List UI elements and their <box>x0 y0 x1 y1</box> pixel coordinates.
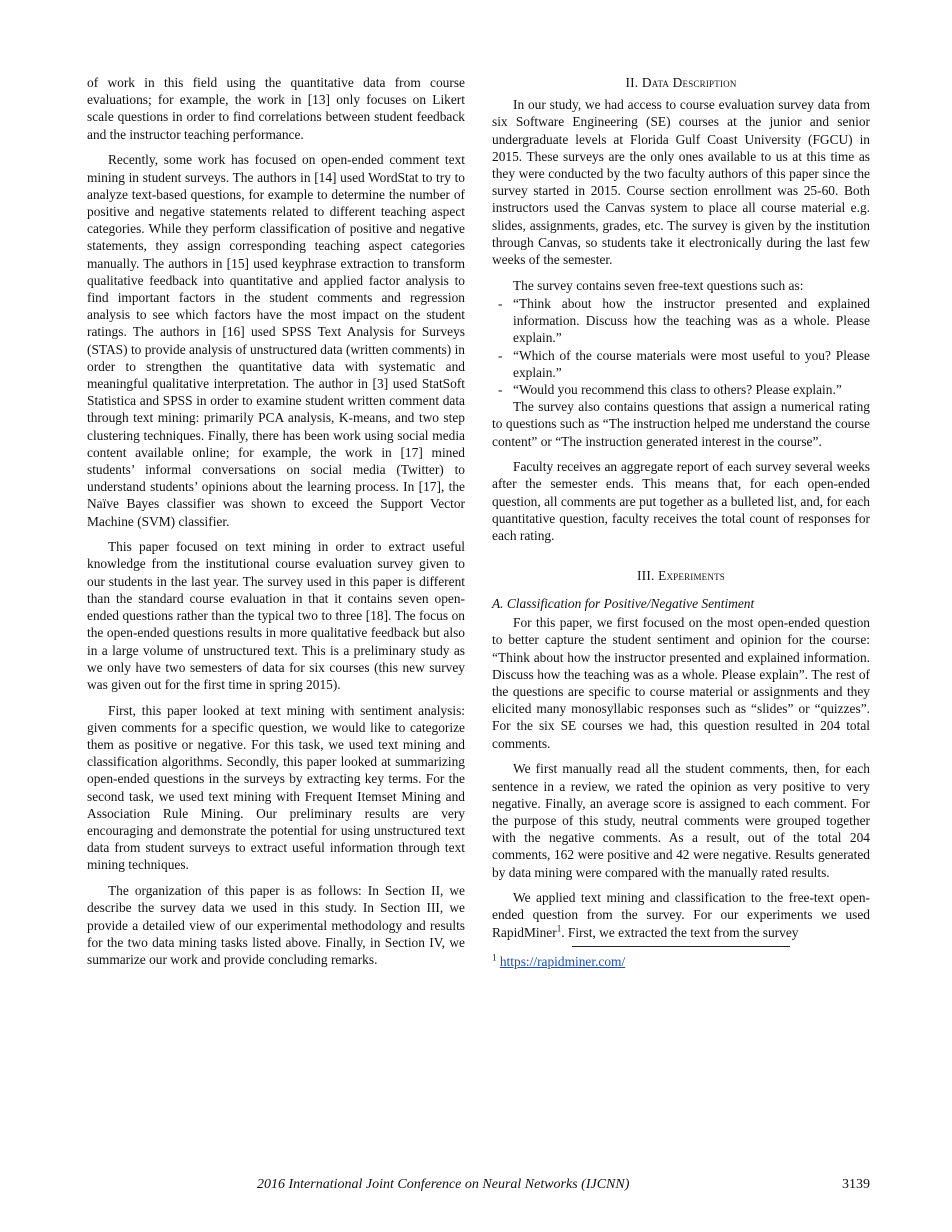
left-column <box>87 74 465 977</box>
footnote-marker: 1 <box>492 952 497 963</box>
bullet-dash: - <box>498 295 503 311</box>
footnote <box>492 953 870 970</box>
list-item-text: “Would you recommend this class to others? Please explain.” <box>513 381 842 397</box>
section-heading: II. Data Description <box>625 75 737 90</box>
list-item-text: “Which of the course materials were most useful to you? Please explain.” <box>513 347 870 380</box>
question-list <box>492 295 870 398</box>
paragraph: The organization of this paper is as follows: In Section II, we describe the survey data we used in this study. In Section III, we provide a detailed view of our experimental methodology and results for the two data mining tasks listed above. Finally, in Section IV, we summarize our work and provide concluding remarks. <box>87 883 465 967</box>
paragraph-text: We applied text mining and classification to the free-text open-ended question from the survey. For our experiments we used RapidMiner <box>492 890 870 940</box>
paragraph: of work in this field using the quantitative data from course evaluations; for example, the work in [13] only focuses on Likert scale questions in order to find correlations between student feedback and the instructor teaching performance. <box>87 75 465 142</box>
footnote-link[interactable]: https://rapidminer.com/ <box>499 953 626 969</box>
paragraph: First, this paper looked at text mining with sentiment analysis: given comments for a specific question, we would like to categorize them as positive or negative. For this task, we used text mining and classification algorithms. Secondly, this paper looked at summarizing open-ended questions in the surveys by extracting key terms. For the second task, we used text mining with Frequent Itemset Mining and Association Rule Mining. Our preliminary results are very encouraging and demonstrate the potential for using unstructured text data from student surveys to extract useful information through text mining techniques. <box>87 702 465 873</box>
paragraph: The survey contains seven free-text questions such as: <box>513 277 804 293</box>
spacer <box>492 553 870 567</box>
list-item-text: “Think about how the instructor presented and explained information. Discuss how the teaching was as a whole. Please explain.” <box>513 295 870 346</box>
paragraph: The survey also contains questions that assign a numerical rating to questions such as “The instruction helped me understand the course content” or “The instruction generated interest in the course”. <box>492 399 870 449</box>
page-number: 3139 <box>842 1177 870 1192</box>
paragraph: Faculty receives an aggregate report of each survey several weeks after the semester ends. This means that, for each open-ended question, all comments are put together as a bulleted list, and, for each quantitative question, faculty receives the total count of responses for each rating. <box>492 459 870 544</box>
paragraph <box>492 889 870 941</box>
footnote-divider <box>572 946 790 947</box>
bullet-dash: - <box>498 381 503 397</box>
paragraph: This paper focused on text mining in order to extract useful knowledge from the institutional course evaluation survey given to our students in the last year. The survey used in this paper is different than the standard course evaluation in that it contains seven open-ended questions rather than the typical two to three [18]. The focus on the open-ended questions results in more qualitative feedback but also in a large volume of unstructured text. This is a preliminary study as we only have two semesters of data for six courses (this new survey was given out for the first time in spring 2015). <box>87 539 465 692</box>
list-item <box>498 295 870 347</box>
paragraph-text: . First, we extracted the text from the survey <box>561 924 799 940</box>
footnote-ref: 1 <box>556 923 562 934</box>
section-heading: III. Experiments <box>637 567 725 583</box>
bullet-dash: - <box>498 347 503 363</box>
paragraph: We first manually read all the student comments, then, for each sentence in a review, we rated the opinion as very positive to very negative. Finally, an average score is assigned to each comment. For the purpose of this study, neutral comments were grouped together with the negative comments. As a result, out of the total 204 comments, 162 were positive and 42 were negative. Results generated by data mining were compared with the manually rated results. <box>492 761 870 880</box>
subsection-heading: A. Classification for Positive/Negative Sentiment <box>492 595 755 611</box>
right-column <box>492 74 870 970</box>
conference-name: 2016 International Joint Conference on Neural Networks (IJCNN) <box>257 1177 630 1192</box>
paragraph: In our study, we had access to course evaluation survey data from six Software Engineering (SE) courses at the junior and senior undergraduate levels at Florida Gulf Coast University (FGCU) in 2015. These surveys are the only ones available to us at this time as they were conducted by the two faculty authors of this paper since the survey started in 2015. Course section enrollment was 25-60. Both instructors used the Canvas system to place all course material e.g. slides, assignments, grades, etc. The survey is given by the institution through Canvas, so students take it electronically during the last few weeks of the semester. <box>492 97 870 268</box>
paragraph: Recently, some work has focused on open-ended comment text mining in student surveys. The authors in [14] used WordStat to try to analyze text-based questions, for example to determine the number of positive and negative statements related to different teaching aspect categories. While they perform classification of positive and negative statements, they assign corresponding teaching aspect categories manually. The authors in [15] used keyphrase extraction to transform qualitative feedback into quantitative and applied factor analysis to find important factors in the student comments and regression analysis to see which factors have the most impact on the student ratings. The authors in [16] used SPSS Text Analysis for Surveys (STAS) to provide analysis of unstructured data (written comments) in order to strengthen the quantitative data with systematic and meaningful qualitative interpretation. The author in [3] used StatSoft Statistica and SPSS in order to examine student written comment data through text mining: primarily PCA analysis, K-means, and two step clustering techniques. Finally, there has been work using social media content available online; for example, the work in [17] mined students’ informal conversations on social media (Twitter) to understand students’ opinions about the learning process. In [17], the Naïve Bayes classifier was shown to exceed the Support Vector Machine (SVM) classifier. <box>87 152 465 529</box>
list-item <box>498 347 870 381</box>
list-item <box>498 381 870 398</box>
paragraph: For this paper, we first focused on the most open-ended question to better capture the student sentiment and opinion for the course: “Think about how the instructor presented and explained information. Discuss how the teaching was as a whole. Please explain”. The rest of the questions are specific to course material or assignments and they elicited many monosyllabic responses such as “slides” or “quizzes”. For the six SE courses we had, this question resulted in 204 total comments. <box>492 615 870 751</box>
